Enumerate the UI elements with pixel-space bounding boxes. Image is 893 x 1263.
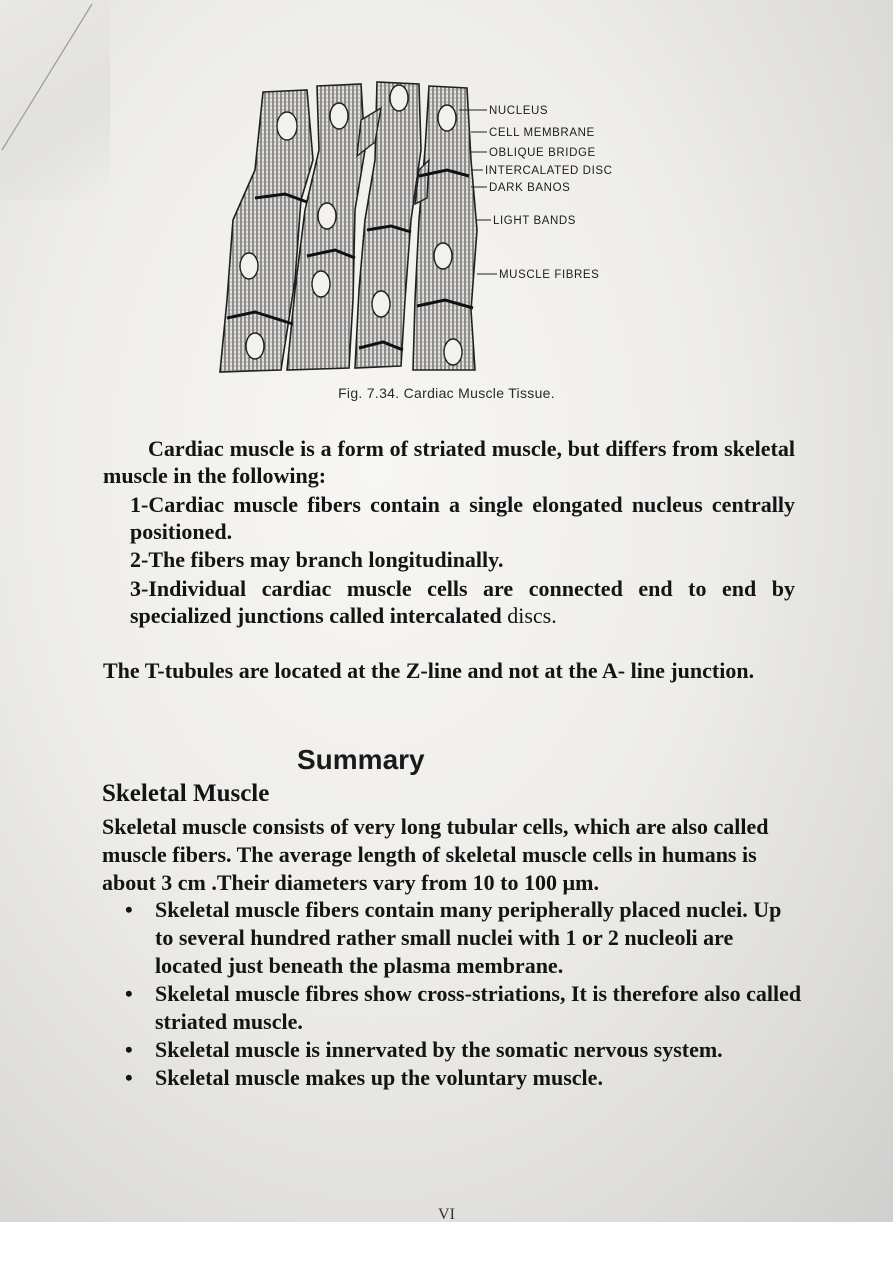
bullet-icon: • bbox=[125, 981, 133, 1006]
label-muscle-fibres: MUSCLE FIBRES bbox=[499, 269, 600, 281]
cardiac-muscle-figure bbox=[215, 80, 655, 380]
bullet-icon: • bbox=[125, 1037, 133, 1062]
skeletal-muscle-heading: Skeletal Muscle bbox=[102, 780, 270, 807]
page-fold-line bbox=[0, 0, 110, 200]
label-dark-bands: DARK BANOS bbox=[489, 182, 571, 194]
label-cell-membrane: CELL MEMBRANE bbox=[489, 127, 595, 139]
bullet-icon: • bbox=[125, 897, 133, 922]
cardiac-intro-paragraph: Cardiac muscle is a form of striated muscle, but differs from skeletal muscle in the following: bbox=[103, 436, 795, 488]
cardiac-point-1: 1-Cardiac muscle fibers contain a single elongated nucleus centrally positioned. bbox=[130, 492, 795, 544]
cardiac-point-3-text: 3-Individual cardiac muscle cells are connected end to end by specialized junctions called intercalated bbox=[130, 576, 795, 628]
skeletal-muscle-bullets bbox=[125, 896, 805, 1092]
muscle-fibres-drawing bbox=[220, 82, 477, 372]
bullet-icon: • bbox=[125, 1065, 133, 1090]
page-number: VI bbox=[438, 1206, 455, 1223]
label-intercalated-disc: INTERCALATED DISC bbox=[485, 165, 613, 177]
cardiac-point-3-tail: discs. bbox=[507, 603, 557, 628]
bullet-text: Skeletal muscle makes up the voluntary muscle. bbox=[155, 1065, 603, 1090]
list-item bbox=[125, 1036, 805, 1064]
summary-heading: Summary bbox=[297, 744, 425, 775]
list-item bbox=[125, 980, 805, 1036]
cardiac-point-3 bbox=[130, 575, 795, 629]
skeletal-muscle-paragraph: Skeletal muscle consists of very long tubular cells, which are also called muscle fibers. The average length of skeletal muscle cells in humans is about 3 cm .Their diameters vary from 10 to 100 µm. bbox=[102, 814, 769, 895]
bullet-text: Skeletal muscle is innervated by the somatic nervous system. bbox=[155, 1037, 723, 1062]
bullet-text: Skeletal muscle fibres show cross-striations, It is therefore also called striated muscle. bbox=[155, 981, 802, 1034]
list-item bbox=[125, 1064, 805, 1092]
t-tubules-note: The T-tubules are located at the Z-line and not at the A- line junction. bbox=[103, 658, 755, 683]
label-oblique-bridge: OBLIQUE BRIDGE bbox=[489, 147, 596, 159]
label-nucleus: NUCLEUS bbox=[489, 105, 549, 117]
figure-caption: Fig. 7.34. Cardiac Muscle Tissue. bbox=[338, 385, 555, 401]
cardiac-point-2: 2-The fibers may branch longitudinally. bbox=[130, 547, 504, 572]
bullet-text: Skeletal muscle fibers contain many peripherally placed nuclei. Up to several hundred rather small nuclei with 1 or 2 nucleoli are located just beneath the plasma membrane. bbox=[155, 897, 782, 978]
label-light-bands: LIGHT BANDS bbox=[493, 215, 577, 227]
list-item bbox=[125, 896, 805, 980]
